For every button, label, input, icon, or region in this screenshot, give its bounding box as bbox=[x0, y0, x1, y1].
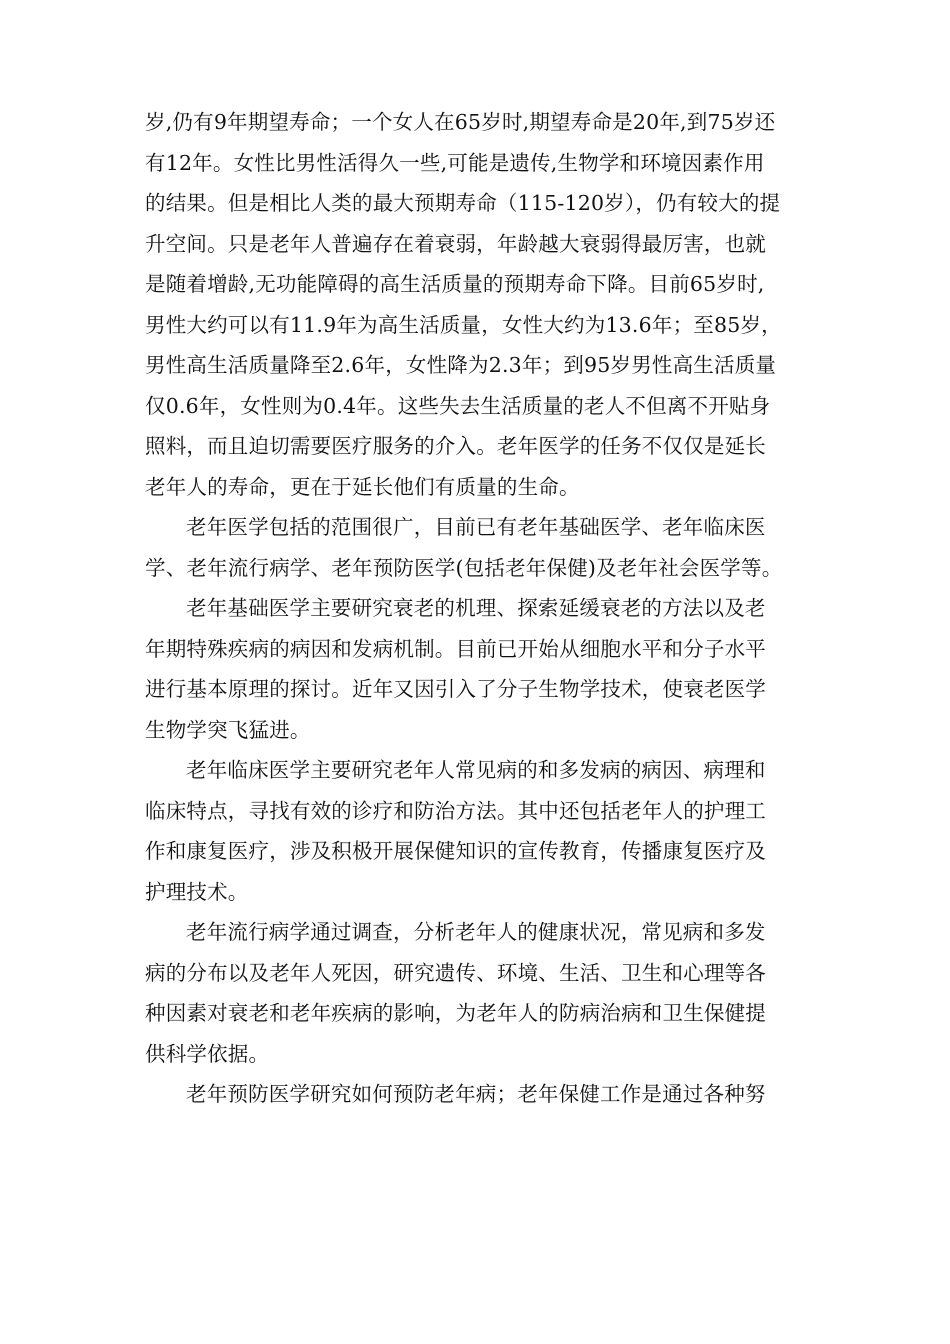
text-line: 老年医学包括的范围很广，目前已有老年基础医学、老年临床医 bbox=[186, 515, 766, 539]
text-line: 照料，而且迫切需要医疗服务的介入。老年医学的任务不仅仅是延长 bbox=[145, 434, 766, 458]
text-line: 有12年。女性比男性活得久一些,可能是遗传,生物学和环境因素作用 bbox=[145, 150, 765, 175]
text-line: 男性高生活质量降至2.6年，女性降为2.3年；到95岁男性高生活质量 bbox=[145, 353, 777, 377]
text-line: 升空间。只是老年人普遍存在着衰弱，年龄越大衰弱得最厉害，也就 bbox=[145, 231, 766, 256]
paragraph bbox=[145, 750, 810, 912]
text-line: 临床特点，寻找有效的诊疗和防治方法。其中还包括老年人的护理工 bbox=[145, 798, 766, 823]
text-line: 仅0.6年，女性则为0.4年。这些失去生活质量的老人不但离不开贴身 bbox=[145, 393, 771, 418]
text-line: 病的分布以及老年人死因，研究遗传、环境、生活、卫生和心理等各 bbox=[145, 960, 766, 985]
text-line: 老年临床医学主要研究老年人常见病的和多发病的病因、病理和 bbox=[186, 758, 766, 782]
text-line: 老年预防医学研究如何预防老年病；老年保健工作是通过各种努 bbox=[186, 1082, 766, 1106]
text-line: 老年人的寿命，更在于延长他们有质量的生命。 bbox=[145, 474, 580, 499]
text-line: 作和康复医疗，涉及积极开展保健知识的宣传教育，传播康复医疗及 bbox=[145, 839, 766, 863]
text-line: 老年基础医学主要研究衰老的机理、探索延缓衰老的方法以及老 bbox=[186, 596, 766, 620]
paragraph bbox=[145, 102, 810, 507]
paragraph bbox=[145, 912, 810, 1074]
body-text bbox=[145, 102, 810, 1115]
text-line: 护理技术。 bbox=[145, 879, 249, 904]
text-line: 是随着增龄,无功能障碍的高生活质量的预期寿命下降。目前65岁时, bbox=[145, 272, 765, 296]
text-line: 种因素对衰老和老年疾病的影响，为老年人的防病治病和卫生保健提 bbox=[145, 1001, 766, 1025]
paragraph bbox=[145, 507, 810, 588]
paragraph bbox=[145, 1074, 810, 1115]
text-line: 的结果。但是相比人类的最大预期寿命（115-120岁），仍有较大的提 bbox=[145, 191, 781, 215]
text-line: 进行基本原理的探讨。近年又因引入了分子生物学技术，使衰老医学 bbox=[145, 677, 766, 701]
text-line: 生物学突飞猛进。 bbox=[145, 717, 311, 742]
text-line: 学、老年流行病学、老年预防医学(包括老年保健)及老年社会医学等。 bbox=[145, 555, 783, 580]
paragraph bbox=[145, 588, 810, 750]
text-line: 老年流行病学通过调查，分析老年人的健康状况，常见病和多发 bbox=[186, 920, 766, 944]
text-line: 男性大约可以有11.9年为高生活质量，女性大约为13.6年；至85岁， bbox=[145, 312, 782, 337]
text-line: 岁,仍有9年期望寿命；一个女人在65岁时,期望寿命是20年,到75岁还 bbox=[145, 110, 776, 134]
text-line: 年期特殊疾病的病因和发病机制。目前已开始从细胞水平和分子水平 bbox=[145, 636, 766, 661]
text-line: 供科学依据。 bbox=[145, 1041, 270, 1066]
